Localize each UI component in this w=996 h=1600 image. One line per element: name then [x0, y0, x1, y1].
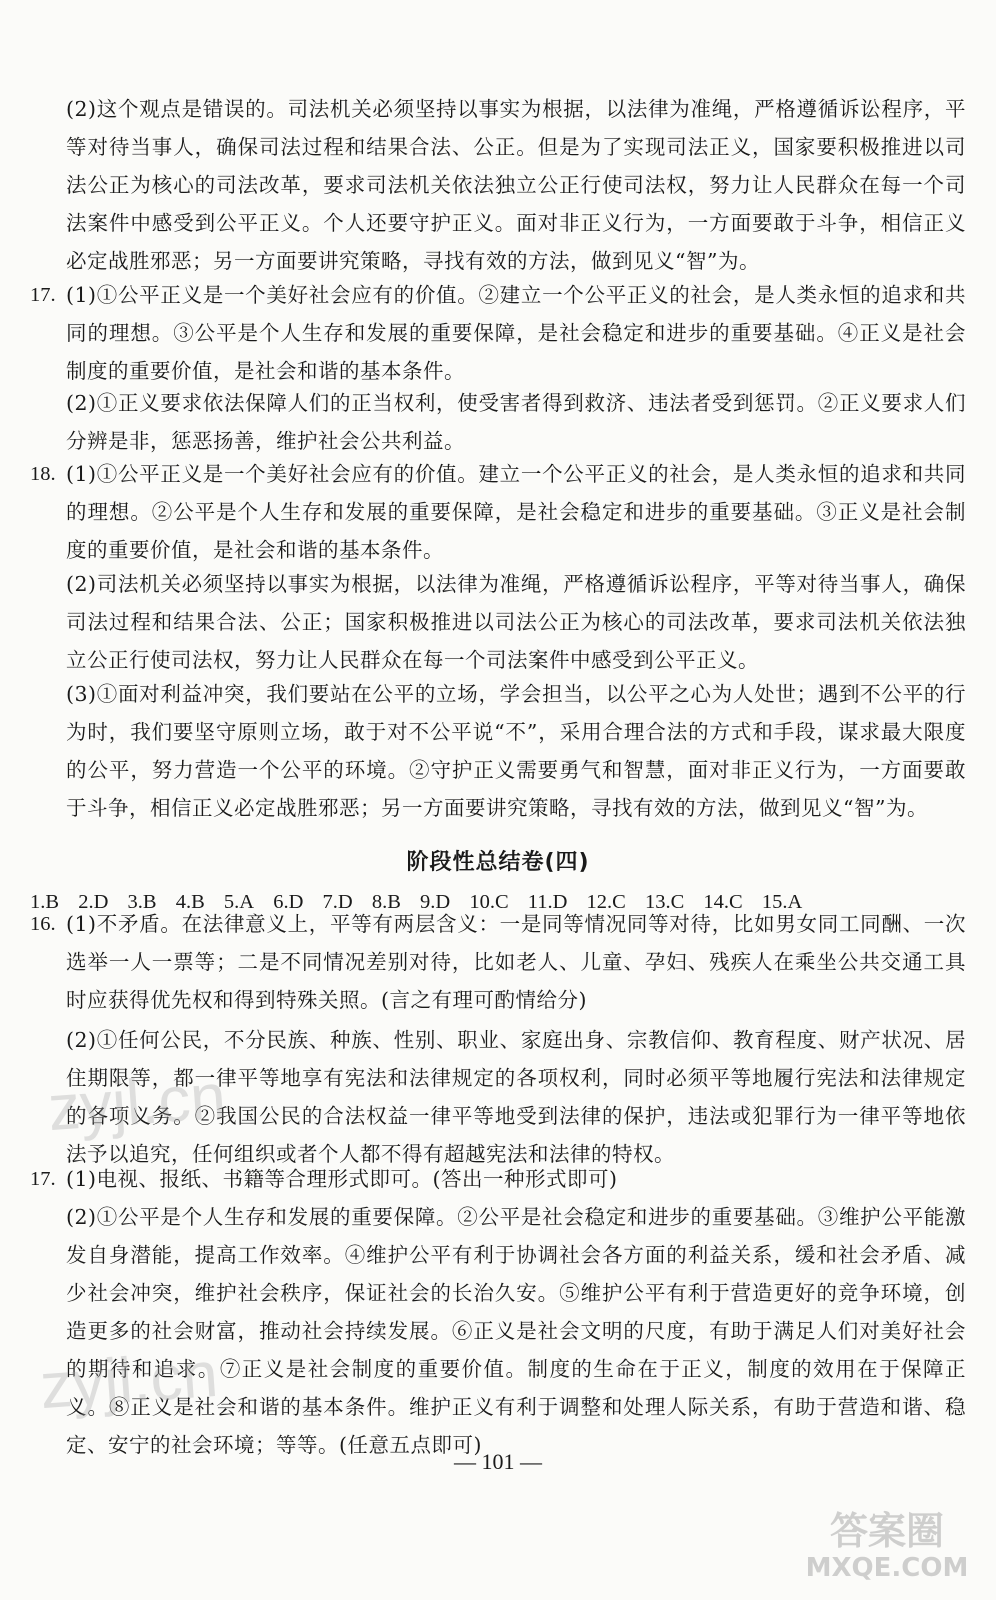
page-number: — 101 — [454, 1449, 542, 1474]
answer-choice: 14.C [703, 891, 743, 913]
question-number: 17. [30, 1168, 56, 1190]
answer-18-part-2: (2)司法机关必须坚持以事实为根据，以法律为准绳，严格遵循诉讼程序，平等对待当事人，确保司法过程和结果合法、公正；国家积极推进以司法公正为核心的司法改革，要求司法机关依法独立公正行使司法权，努力让人民群众在每一个司法案件中感受到公平正义。 [66, 572, 966, 672]
logo-line-2: MXQE.COM [805, 1553, 969, 1582]
answer-18-part-3: (3)①面对利益冲突，我们要站在公平的立场，学会担当，以公平之心为人处世；遇到不公平的行为时，我们要坚守原则立场，敢于对不公平说“不”，采用合理合法的方式和手段，谋求最大限度的公平，努力营造一个公平的环境。②守护正义需要勇气和智慧，面对非正义行为，一方面要敢于斗争，相信正义必定战胜邪恶；另一方面要讲究策略，寻找有效的方法，做到见义“智”为。 [66, 682, 966, 820]
question-number: 18. [30, 463, 56, 485]
answer-choice: 4.B [175, 891, 205, 913]
answer-choice: 3.B [127, 891, 157, 913]
site-logo [792, 1504, 982, 1582]
answer-choice: 12.C [586, 891, 626, 913]
answer-choice: 15.A [761, 891, 803, 913]
question-number: 17. [30, 284, 56, 306]
answer-16-part-2: (2)这个观点是错误的。司法机关必须坚持以事实为根据，以法律为准绳，严格遵循诉讼程序，平等对待当事人，确保司法过程和结果合法、公正。但是为了实现司法正义，国家要积极推进以司法公正为核心的司法改革，要求司法机关依法独立公正行使司法权，努力让人民群众在每一个司法案件中感受到公平正义。个人还要守护正义。面对非正义行为，一方面要敢于斗争，相信正义必定战胜邪恶；另一方面要讲究策略，寻找有效的方法，做到见义“智”为。 [66, 97, 966, 273]
answer-17-part-1: (1)①公平正义是一个美好社会应有的价值。②建立一个公平正义的社会，是人类永恒的追求和共同的理想。③公平是个人生存和发展的重要保障，是社会稳定和进步的重要基础。④正义是社会制度的重要价值，是社会和谐的基本条件。 [66, 283, 966, 383]
answer-16-part-1: (1)不矛盾。在法律意义上，平等有两层含义：一是同等情况同等对待，比如男女同工同酬、一次选举一人一票等；二是不同情况差别对待，比如老人、儿童、孕妇、残疾人在乘坐公共交通工具时应获得优先权和得到特殊关照。(言之有理可酌情给分) [66, 912, 966, 1012]
answer-choice: 11.D [527, 891, 568, 913]
answer-17-part-1: (1)电视、报纸、书籍等合理形式即可。(答出一种形式即可) [66, 1167, 618, 1191]
logo-line-1: 答案圈 [829, 1509, 945, 1553]
answer-choice: 1.B [30, 891, 60, 913]
answer-choice: 13.C [644, 891, 685, 913]
answer-choice: 7.D [322, 891, 353, 913]
answer-choice: 2.D [78, 891, 109, 913]
answer-choice: 6.D [273, 891, 304, 913]
watermark: zyjl.cn [37, 1337, 221, 1423]
answer-choice: 10.C [469, 891, 509, 913]
answer-17-part-2: (2)①正义要求依法保障人们的正当权利，使受害者得到救济、违法者受到惩罚。②正义要求人们分辨是非，惩恶扬善，维护社会公共利益。 [66, 391, 966, 453]
answer-16-part-2: (2)①任何公民，不分民族、种族、性别、职业、家庭出身、宗教信仰、教育程度、财产状况、居住期限等，都一律平等地享有宪法和法律规定的各项权利，同时必须平等地履行宪法和法律规定的各项义务。②我国公民的合法权益一律平等地受到法律的保护，违法或犯罪行为一律平等地依法予以追究，任何组织或者个人都不得有超越宪法和法律的特权。 [66, 1028, 966, 1166]
answer-17-part-2: (2)①公平是个人生存和发展的重要保障。②公平是社会稳定和进步的重要基础。③维护公平能激发自身潜能，提高工作效率。④维护公平有利于协调社会各方面的利益关系，缓和社会矛盾、减少社会冲突，维护社会秩序，保证社会的长治久安。⑤维护公平有利于营造更好的竞争环境，创造更多的社会财富，推动社会持续发展。⑥正义是社会文明的尺度，有助于满足人们对美好社会的期待和追求。⑦正义是社会制度的重要价值。制度的生命在于正义，制度的效用在于保障正义。⑧正义是社会和谐的基本条件。维护正义有利于调整和处理人际关系，有助于营造和谐、稳定、安宁的社会环境；等等。(任意五点即可) [66, 1205, 966, 1457]
answer-choice: 8.B [371, 891, 401, 913]
section-title: 阶段性总结卷(四) [406, 850, 590, 875]
watermark: zyjl.cn [45, 1059, 229, 1145]
question-number: 16. [30, 913, 56, 935]
answer-choice: 5.A [223, 891, 255, 913]
answer-choice: 9.D [420, 891, 451, 913]
answer-18-part-1: (1)①公平正义是一个美好社会应有的价值。建立一个公平正义的社会，是人类永恒的追求和共同的理想。②公平是个人生存和发展的重要保障，是社会稳定和进步的重要基础。③正义是社会制度的重要价值，是社会和谐的基本条件。 [66, 462, 966, 562]
